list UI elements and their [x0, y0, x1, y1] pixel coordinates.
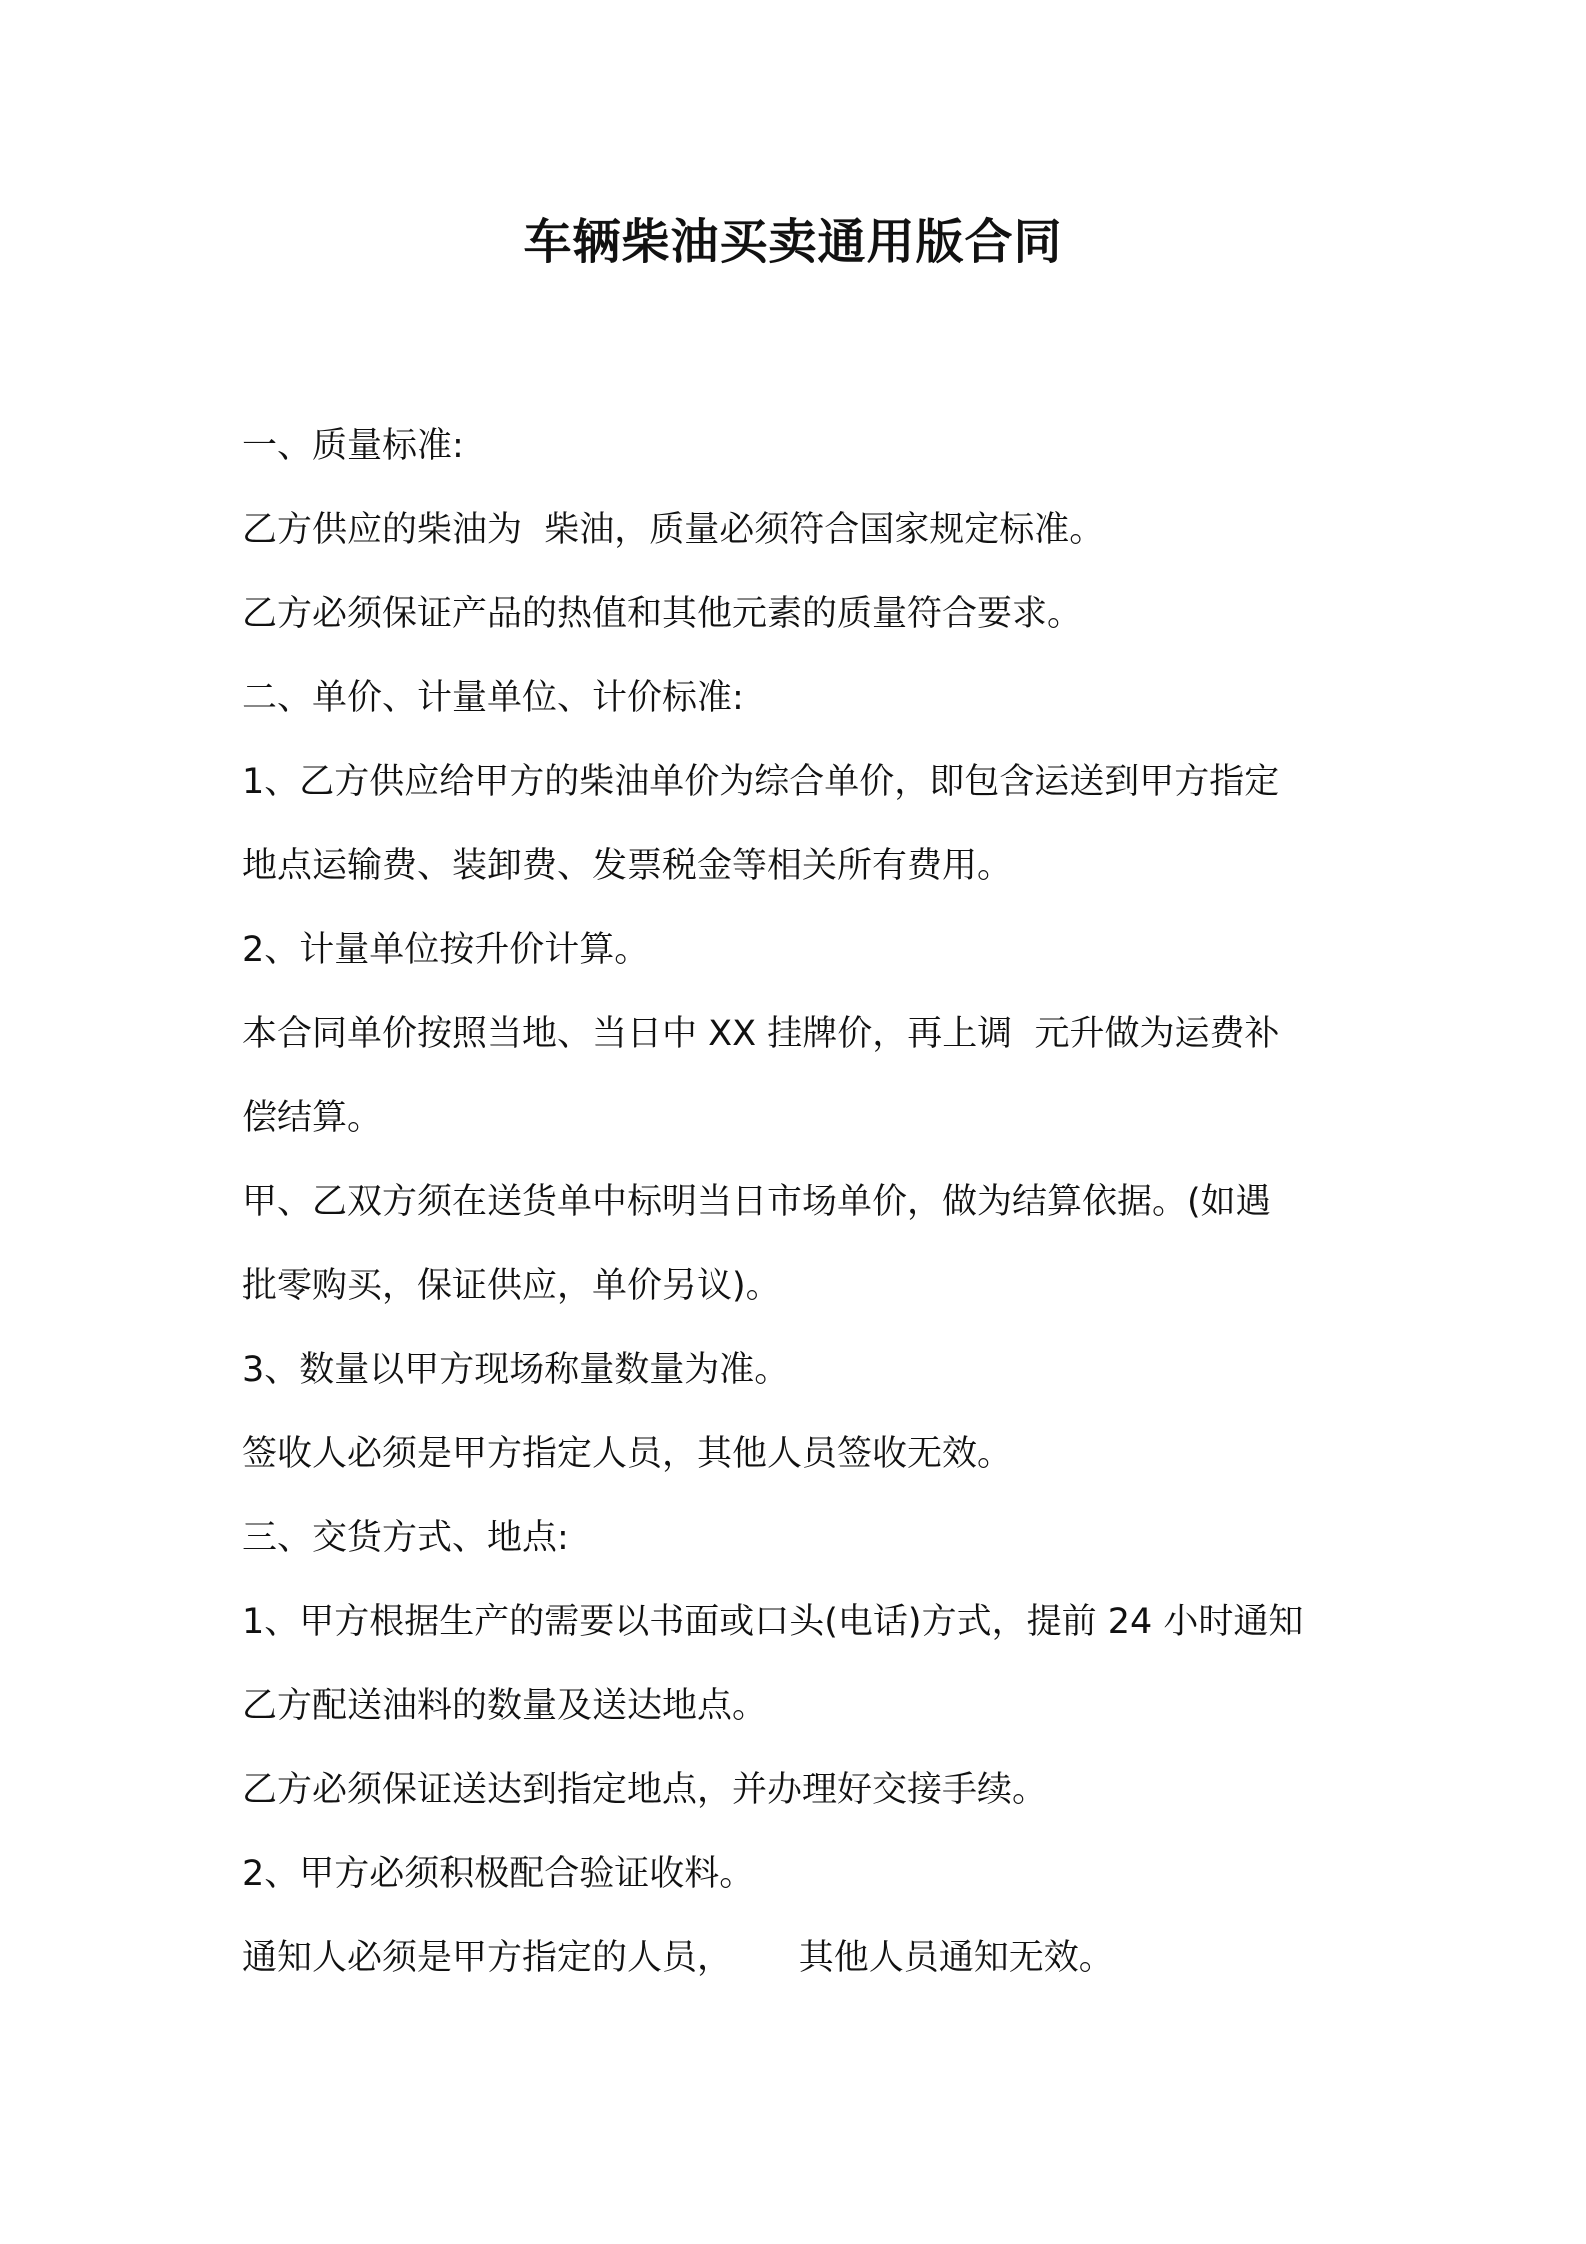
section-heading-quality: 一、质量标准:	[242, 426, 464, 466]
paragraph-line: 批零购买，保证供应，单价另议)。	[242, 1266, 781, 1306]
section-heading-delivery: 三、交货方式、地点:	[242, 1518, 569, 1558]
document-title: 车辆柴油买卖通用版合同	[523, 214, 1063, 270]
paragraph-line: 1、甲方根据生产的需要以书面或口头(电话)方式，提前 24 小时通知	[242, 1602, 1304, 1642]
paragraph-line: 1、乙方供应给甲方的柴油单价为综合单价，即包含运送到甲方指定	[242, 762, 1280, 802]
paragraph-line: 甲、乙双方须在送货单中标明当日市场单价，做为结算依据。(如遇	[242, 1182, 1271, 1222]
paragraph-line: 乙方必须保证产品的热值和其他元素的质量符合要求。	[242, 594, 1083, 634]
paragraph-line: 3、数量以甲方现场称量数量为准。	[242, 1350, 790, 1390]
section-heading-price: 二、单价、计量单位、计价标准:	[242, 678, 744, 718]
paragraph-line: 2、计量单位按升价计算。	[242, 930, 650, 970]
paragraph-line: 地点运输费、装卸费、发票税金等相关所有费用。	[242, 846, 1013, 886]
paragraph-line: 乙方供应的柴油为 柴油，质量必须符合国家规定标准。	[242, 510, 1105, 550]
paragraph-line: 本合同单价按照当地、当日中 XX 挂牌价，再上调 元升做为运费补	[242, 1014, 1280, 1054]
paragraph-line: 通知人必须是甲方指定的人员， 其他人员通知无效。	[242, 1938, 1114, 1978]
paragraph-line: 乙方配送油料的数量及送达地点。	[242, 1686, 768, 1726]
paragraph-line: 2、甲方必须积极配合验证收料。	[242, 1854, 755, 1894]
paragraph-line: 签收人必须是甲方指定人员，其他人员签收无效。	[242, 1434, 1013, 1474]
paragraph-line: 偿结算。	[242, 1098, 383, 1138]
paragraph-line: 乙方必须保证送达到指定地点，并办理好交接手续。	[242, 1770, 1048, 1810]
document-body	[242, 404, 1362, 2000]
